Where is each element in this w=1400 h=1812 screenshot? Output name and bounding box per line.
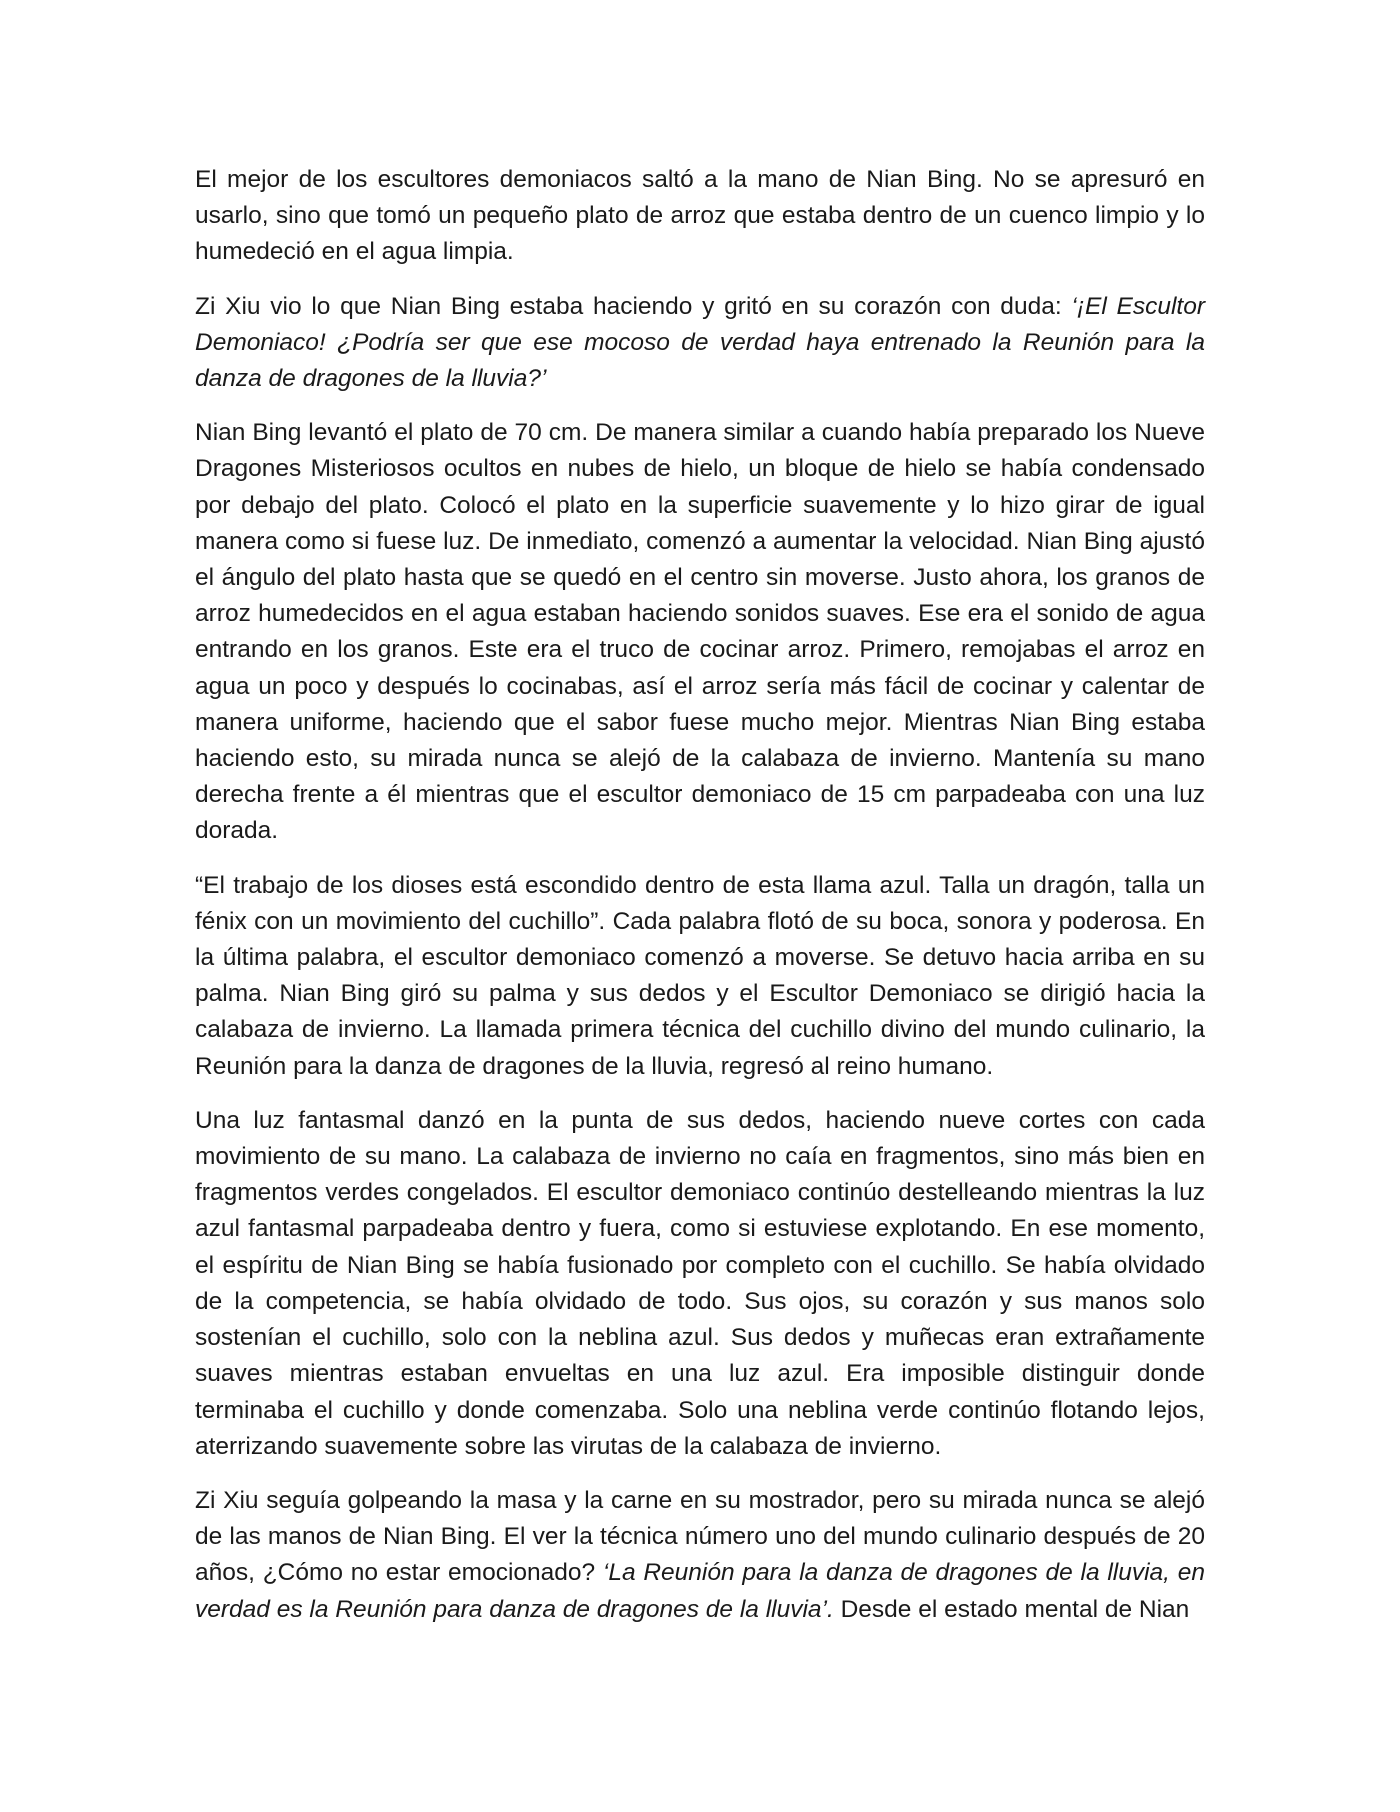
paragraph-5: Una luz fantasmal danzó en la punta de sus dedos, haciendo nueve cortes con cada movimiento de su mano. La calabaza de invierno no caía en fragmentos, sino más bien en fragmentos verdes congelados. El escultor demoniaco continúo destelleando mientras la luz azul fantasmal parpadeaba dentro y fuera, como si estuviese explotando. En ese momento, el espíritu de Nian Bing se había fusionado por completo con el cuchillo. Se había olvidado de la competencia, se había olvidado de todo. Sus ojos, su corazón y sus manos solo sostenían el cuchillo, solo con la neblina azul. Sus dedos y muñecas eran extrañamente suaves mientras estaban envueltas en una luz azul. Era imposible distinguir donde terminaba el cuchillo y donde comenzaba. Solo una neblina verde continúo flotando lejos, aterrizando suavemente sobre las virutas de la calabaza de invierno. [195,1106,1205,1460]
paragraph-6-narration: Zi Xiu seguía golpeando la masa y la carne en su mostrador, pero su mirada nunca se alejó de las manos de Nian Bing. El ver la técnica número uno del mundo culinario después de 20 años, ¿Cómo no estar emocionado? [195,1486,1205,1587]
paragraph-2 [195,289,1205,398]
document-page [195,162,1205,1628]
paragraph-6-continuation: Desde el estado mental de Nian [833,1595,1190,1623]
paragraph-3: Nian Bing levantó el plato de 70 cm. De manera similar a cuando había preparado los Nueve Dragones Misteriosos ocultos en nubes de hielo, un bloque de hielo se había condensado por debajo del plato. Colocó el plato en la superficie suavemente y lo hizo girar de igual manera como si fuese luz. De inmediato, comenzó a aumentar la velocidad. Nian Bing ajustó el ángulo del plato hasta que se quedó en el centro sin moverse. Justo ahora, los granos de arroz humedecidos en el agua estaban haciendo sonidos suaves. Ese era el sonido de agua entrando en los granos. Este era el truco de cocinar arroz. Primero, remojabas el arroz en agua un poco y después lo cocinabas, así el arroz sería más fácil de cocinar y calentar de manera uniforme, haciendo que el sabor fuese mucho mejor. Mientras Nian Bing estaba haciendo esto, su mirada nunca se alejó de la calabaza de invierno. Mantenía su mano derecha frente a él mientras que el escultor demoniaco de 15 cm parpadeaba con una luz dorada. [195,419,1205,845]
paragraph-4: “El trabajo de los dioses está escondido dentro de esta llama azul. Talla un dragón, talla un fénix con un movimiento del cuchillo”. Cada palabra flotó de su boca, sonora y poderosa. En la última palabra, el escultor demoniaco comenzó a moverse. Se detuvo hacia arriba en su palma. Nian Bing giró su palma y sus dedos y el Escultor Demoniaco se dirigió hacia la calabaza de invierno. La llamada primera técnica del cuchillo divino del mundo culinario, la Reunión para la danza de dragones de la lluvia, regresó al reino humano. [195,871,1205,1080]
paragraph-2-narration: Zi Xiu vio lo que Nian Bing estaba haciendo y gritó en su corazón con duda: [195,292,1072,320]
paragraph-2-thought: ‘¡El Escultor Demoniaco! ¿Podría ser que ese mocoso de verdad haya entrenado la Reunión para la danza de dragones de la lluvia?’ [195,292,1206,393]
paragraph-6 [195,1483,1205,1628]
paragraph-6-thought: ‘La Reunión para la danza de dragones de la lluvia, en verdad es la Reunión para danza de dragones de la lluvia’. [195,1559,1205,1623]
paragraph-1: El mejor de los escultores demoniacos saltó a la mano de Nian Bing. No se apresuró en usarlo, sino que tomó un pequeño plato de arroz que estaba dentro de un cuenco limpio y lo humedeció en el agua limpia. [195,166,1205,266]
